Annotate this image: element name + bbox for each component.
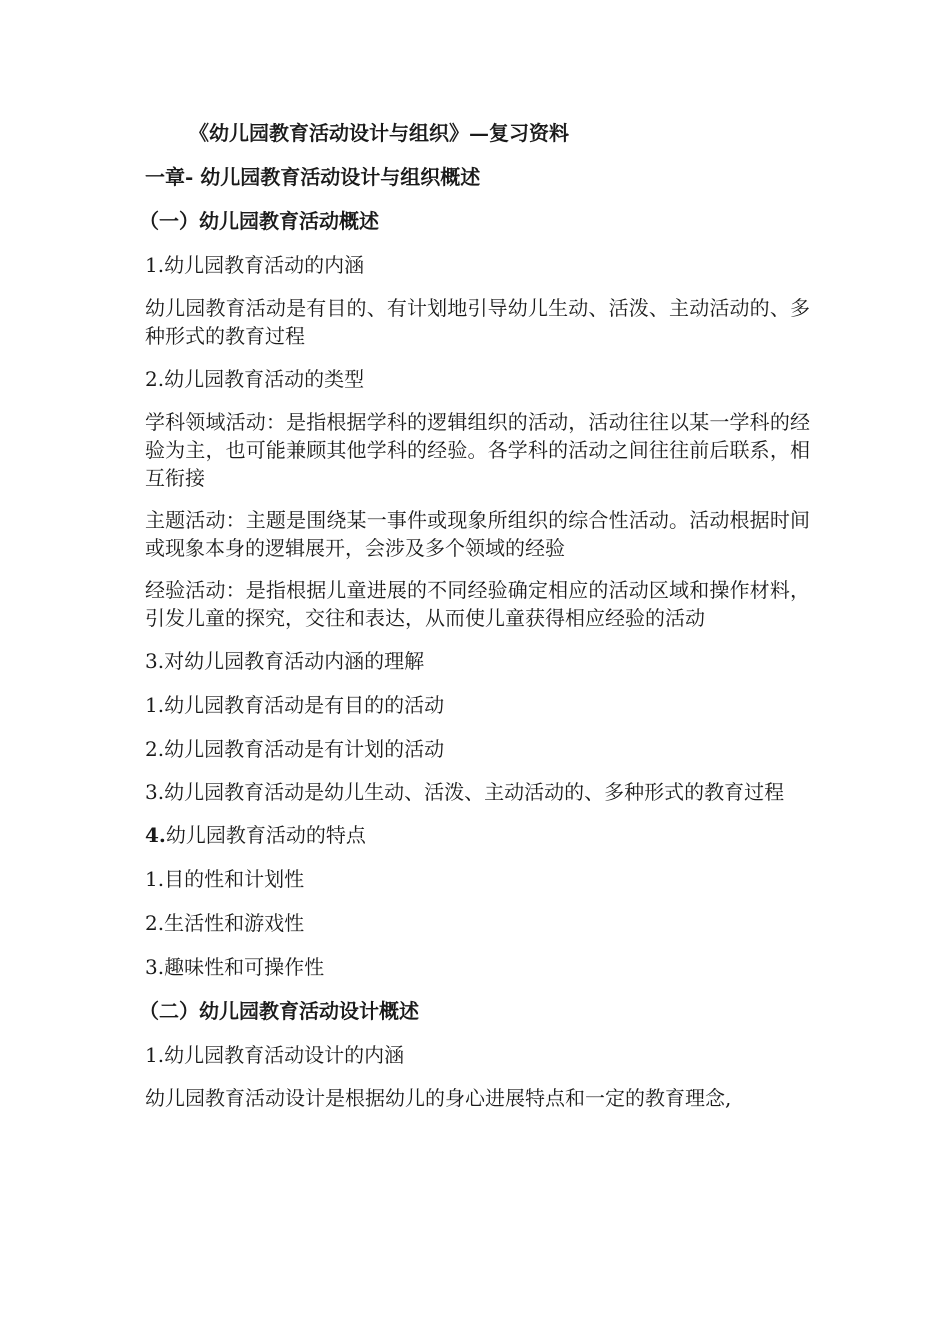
list-item: 3.趣味性和可操作性 [145, 955, 325, 979]
item-heading: 2.幼儿园教育活动的类型 [145, 367, 365, 391]
paragraph: 经验活动：是指根据儿童进展的不同经验确定相应的活动区域和操作材料，引发儿童的探究，交往和表达，从而使儿童获得相应经验的活动 [145, 578, 810, 630]
list-item: 1.目的性和计划性 [145, 867, 305, 891]
item-heading: 3.对幼儿园教育活动内涵的理解 [145, 649, 425, 673]
paragraph: 幼儿园教育活动设计是根据幼儿的身心进展特点和一定的教育理念, [145, 1086, 732, 1110]
list-item: 3.幼儿园教育活动是幼儿生动、活泼、主动活动的、多种形式的教育过程 [145, 780, 785, 804]
paragraph: 幼儿园教育活动是有目的、有计划地引导幼儿生动、活泼、主动活动的、多种形式的教育过程 [145, 296, 810, 348]
paragraph: 学科领域活动：是指根据学科的逻辑组织的活动，活动往往以某一学科的经验为主，也可能兼顾其他学科的经验。各学科的活动之间往往前后联系，相互衔接 [145, 410, 810, 490]
document-body [139, 118, 810, 1126]
item-heading: 1.幼儿园教育活动的内涵 [145, 253, 365, 277]
item-heading [145, 820, 810, 850]
list-item: 2.幼儿园教育活动是有计划的活动 [145, 737, 445, 761]
item-text: 幼儿园教育活动的特点 [165, 823, 366, 847]
item-heading: 1.幼儿园教育活动设计的内涵 [145, 1043, 405, 1067]
list-item: 1.幼儿园教育活动是有目的的活动 [145, 693, 445, 717]
document-title: 《幼儿园教育活动设计与组织》—复习资料 [189, 121, 569, 145]
list-item: 2.生活性和游戏性 [145, 911, 305, 935]
section-heading-2: （二）幼儿园教育活动设计概述 [139, 999, 419, 1023]
chapter-heading: 一章- 幼儿园教育活动设计与组织概述 [145, 165, 481, 189]
section-heading-1: （一）幼儿园教育活动概述 [139, 209, 379, 233]
item-number: 4. [145, 823, 166, 847]
paragraph: 主题活动：主题是围绕某一事件或现象所组织的综合性活动。活动根据时间或现象本身的逻辑展开，会涉及多个领域的经验 [145, 508, 810, 560]
